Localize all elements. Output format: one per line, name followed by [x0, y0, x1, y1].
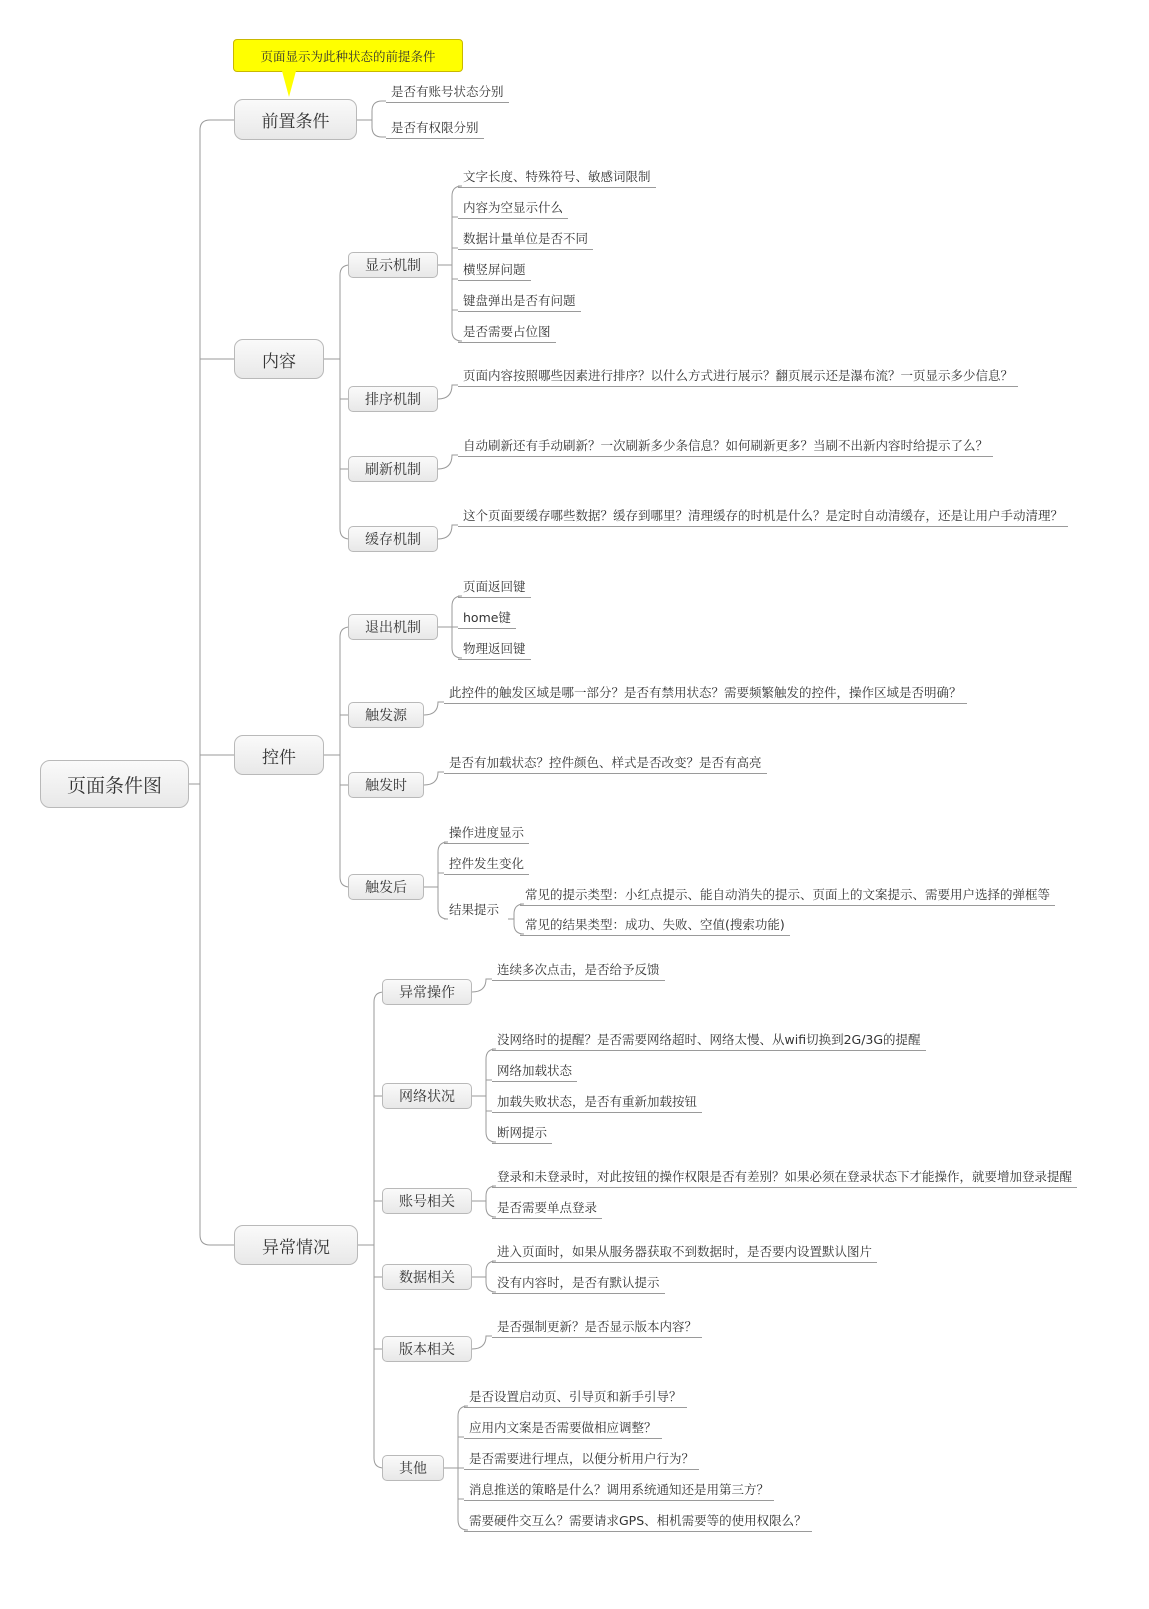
- note-text: 页面显示为此种状态的前提条件: [260, 48, 436, 64]
- connector: [438, 525, 458, 539]
- leaf-network-1: 没网络时的提醒？是否需要网络超时、网络太慢、从wifi切换到2G/3G的提醒: [492, 1032, 926, 1051]
- subtopic-other-label: 其他: [399, 1461, 427, 1477]
- subtopic-account[interactable]: [382, 1188, 472, 1214]
- subtopic-refresh-label: 刷新机制: [365, 462, 421, 478]
- leaf-display-1: 文字长度、特殊符号、敏感词限制: [458, 169, 656, 188]
- connector: [472, 979, 492, 992]
- subtopic-network-label: 网络状况: [399, 1089, 455, 1105]
- subtopic-cache-label: 缓存机制: [365, 532, 421, 548]
- subtopic-data[interactable]: [382, 1264, 472, 1290]
- leaf-after-trigger-2: 控件发生变化: [444, 856, 529, 875]
- leaf-result-2: 常见的结果类型：成功、失败、空值(搜索功能): [520, 917, 790, 936]
- connector: [372, 127, 386, 137]
- subtopic-sort-label: 排序机制: [365, 392, 421, 408]
- root-label: 页面条件图: [66, 774, 162, 797]
- leaf-display-3: 数据计量单位是否不同: [458, 231, 593, 250]
- subtopic-version[interactable]: [382, 1336, 472, 1362]
- leaf-on-trigger-1: 是否有加载状态？控件颜色、样式是否改变？是否有高亮: [444, 755, 767, 774]
- subtopic-sort[interactable]: [348, 386, 438, 412]
- subtopic-other[interactable]: [382, 1455, 444, 1481]
- leaf-display-6: 是否需要占位图: [458, 324, 556, 343]
- leaf-exit-3: 物理返回键: [458, 641, 531, 660]
- subtopic-trigger-source-label: 触发源: [365, 708, 407, 724]
- leaf-version-1: 是否强制更新？是否显示版本内容？: [492, 1319, 702, 1338]
- topic-control-label: 控件: [262, 747, 296, 768]
- topic-content[interactable]: [234, 339, 324, 379]
- subtopic-data-label: 数据相关: [399, 1270, 455, 1286]
- subtopic-after-trigger[interactable]: [348, 874, 424, 900]
- subtopic-trigger-source[interactable]: [348, 702, 424, 728]
- leaf-sort-1: 页面内容按照哪些因素进行排序？以什么方式进行展示？翻页展示还是瀑布流？一页显示多少信息？: [458, 368, 1018, 387]
- subtopic-version-label: 版本相关: [399, 1342, 455, 1358]
- topic-exception[interactable]: [234, 1225, 358, 1265]
- leaf-display-4: 横竖屏问题: [458, 262, 531, 281]
- subtopic-refresh[interactable]: [348, 456, 438, 482]
- connector: [372, 101, 386, 111]
- leaf-account-1: 登录和未登录时，对此按钮的操作权限是否有差别？如果必须在登录状态下才能操作，就要增加登录提醒: [492, 1169, 1077, 1188]
- subtopic-after-trigger-label: 触发后: [365, 880, 407, 896]
- leaf-exit-2: home键: [458, 610, 516, 629]
- connector: [424, 772, 444, 785]
- subtopic-abnormal-op[interactable]: [382, 979, 472, 1005]
- subtopic-display[interactable]: [348, 252, 438, 278]
- leaf-network-2: 网络加载状态: [492, 1063, 577, 1082]
- subtopic-abnormal-op-label: 异常操作: [399, 985, 455, 1001]
- subtopic-exit-label: 退出机制: [365, 620, 421, 636]
- leaf-data-1: 进入页面时，如果从服务器获取不到数据时，是否要内设置默认图片: [492, 1244, 877, 1263]
- connector: [200, 1235, 234, 1245]
- leaf-trigger-source-1: 此控件的触发区域是哪一部分？是否有禁用状态？需要频繁触发的控件，操作区域是否明确？: [444, 685, 967, 704]
- topic-control[interactable]: [234, 735, 324, 775]
- connector: [424, 702, 444, 715]
- leaf-precondition-2: 是否有权限分别: [386, 120, 484, 139]
- subtopic-exit[interactable]: [348, 614, 438, 640]
- connector: [472, 1336, 492, 1349]
- leaf-exit-1: 页面返回键: [458, 579, 531, 598]
- leaf-other-3: 是否需要进行埋点，以便分析用户行为？: [464, 1451, 699, 1470]
- leaf-data-2: 没有内容时，是否有默认提示: [492, 1275, 665, 1294]
- leaf-abnormal-op-1: 连续多次点击，是否给予反馈: [492, 962, 665, 981]
- leaf-other-4: 消息推送的策略是什么？调用系统通知还是用第三方？: [464, 1482, 774, 1501]
- connector: [200, 120, 234, 130]
- connector: [438, 455, 458, 469]
- leaf-account-2: 是否需要单点登录: [492, 1200, 602, 1219]
- note-callout: [233, 39, 463, 72]
- subtopic-on-trigger[interactable]: [348, 772, 424, 798]
- leaf-cache-1: 这个页面要缓存哪些数据？缓存到哪里？清理缓存的时机是什么？是定时自动清缓存，还是让用户手动清理？: [458, 508, 1068, 527]
- leaf-network-4: 断网提示: [492, 1125, 552, 1144]
- leaf-display-5: 键盘弹出是否有问题: [458, 293, 581, 312]
- topic-precondition[interactable]: [234, 99, 357, 140]
- topic-content-label: 内容: [262, 351, 296, 372]
- topic-precondition-label: 前置条件: [261, 112, 330, 132]
- topic-exception-label: 异常情况: [262, 1237, 330, 1258]
- root-node[interactable]: [40, 760, 189, 808]
- leaf-other-1: 是否设置启动页、引导页和新手引导？: [464, 1389, 687, 1408]
- subtopic-cache[interactable]: [348, 526, 438, 552]
- subtopic-display-label: 显示机制: [365, 258, 421, 274]
- leaf-network-3: 加载失败状态，是否有重新加载按钮: [492, 1094, 702, 1113]
- subtopic-on-trigger-label: 触发时: [365, 778, 407, 794]
- leaf-other-5: 需要硬件交互么？需要请求GPS、相机需要等的使用权限么？: [464, 1513, 812, 1532]
- leaf-after-trigger-1: 操作进度显示: [444, 825, 529, 844]
- connector: [438, 385, 458, 399]
- leaf-refresh-1: 自动刷新还有手动刷新？一次刷新多少条信息？如何刷新更多？当刷不出新内容时给提示了么？: [458, 438, 993, 457]
- note-callout-tail: [282, 71, 296, 97]
- leaf-precondition-1: 是否有账号状态分别: [386, 84, 509, 103]
- subtopic-account-label: 账号相关: [399, 1194, 455, 1210]
- leaf-result-1: 常见的提示类型：小红点提示、能自动消失的提示、页面上的文案提示、需要用户选择的弹框等: [520, 887, 1055, 906]
- result-hint-node: 结果提示: [449, 902, 500, 917]
- leaf-other-2: 应用内文案是否需要做相应调整？: [464, 1420, 662, 1439]
- subtopic-network[interactable]: [382, 1083, 472, 1109]
- leaf-display-2: 内容为空显示什么: [458, 200, 568, 219]
